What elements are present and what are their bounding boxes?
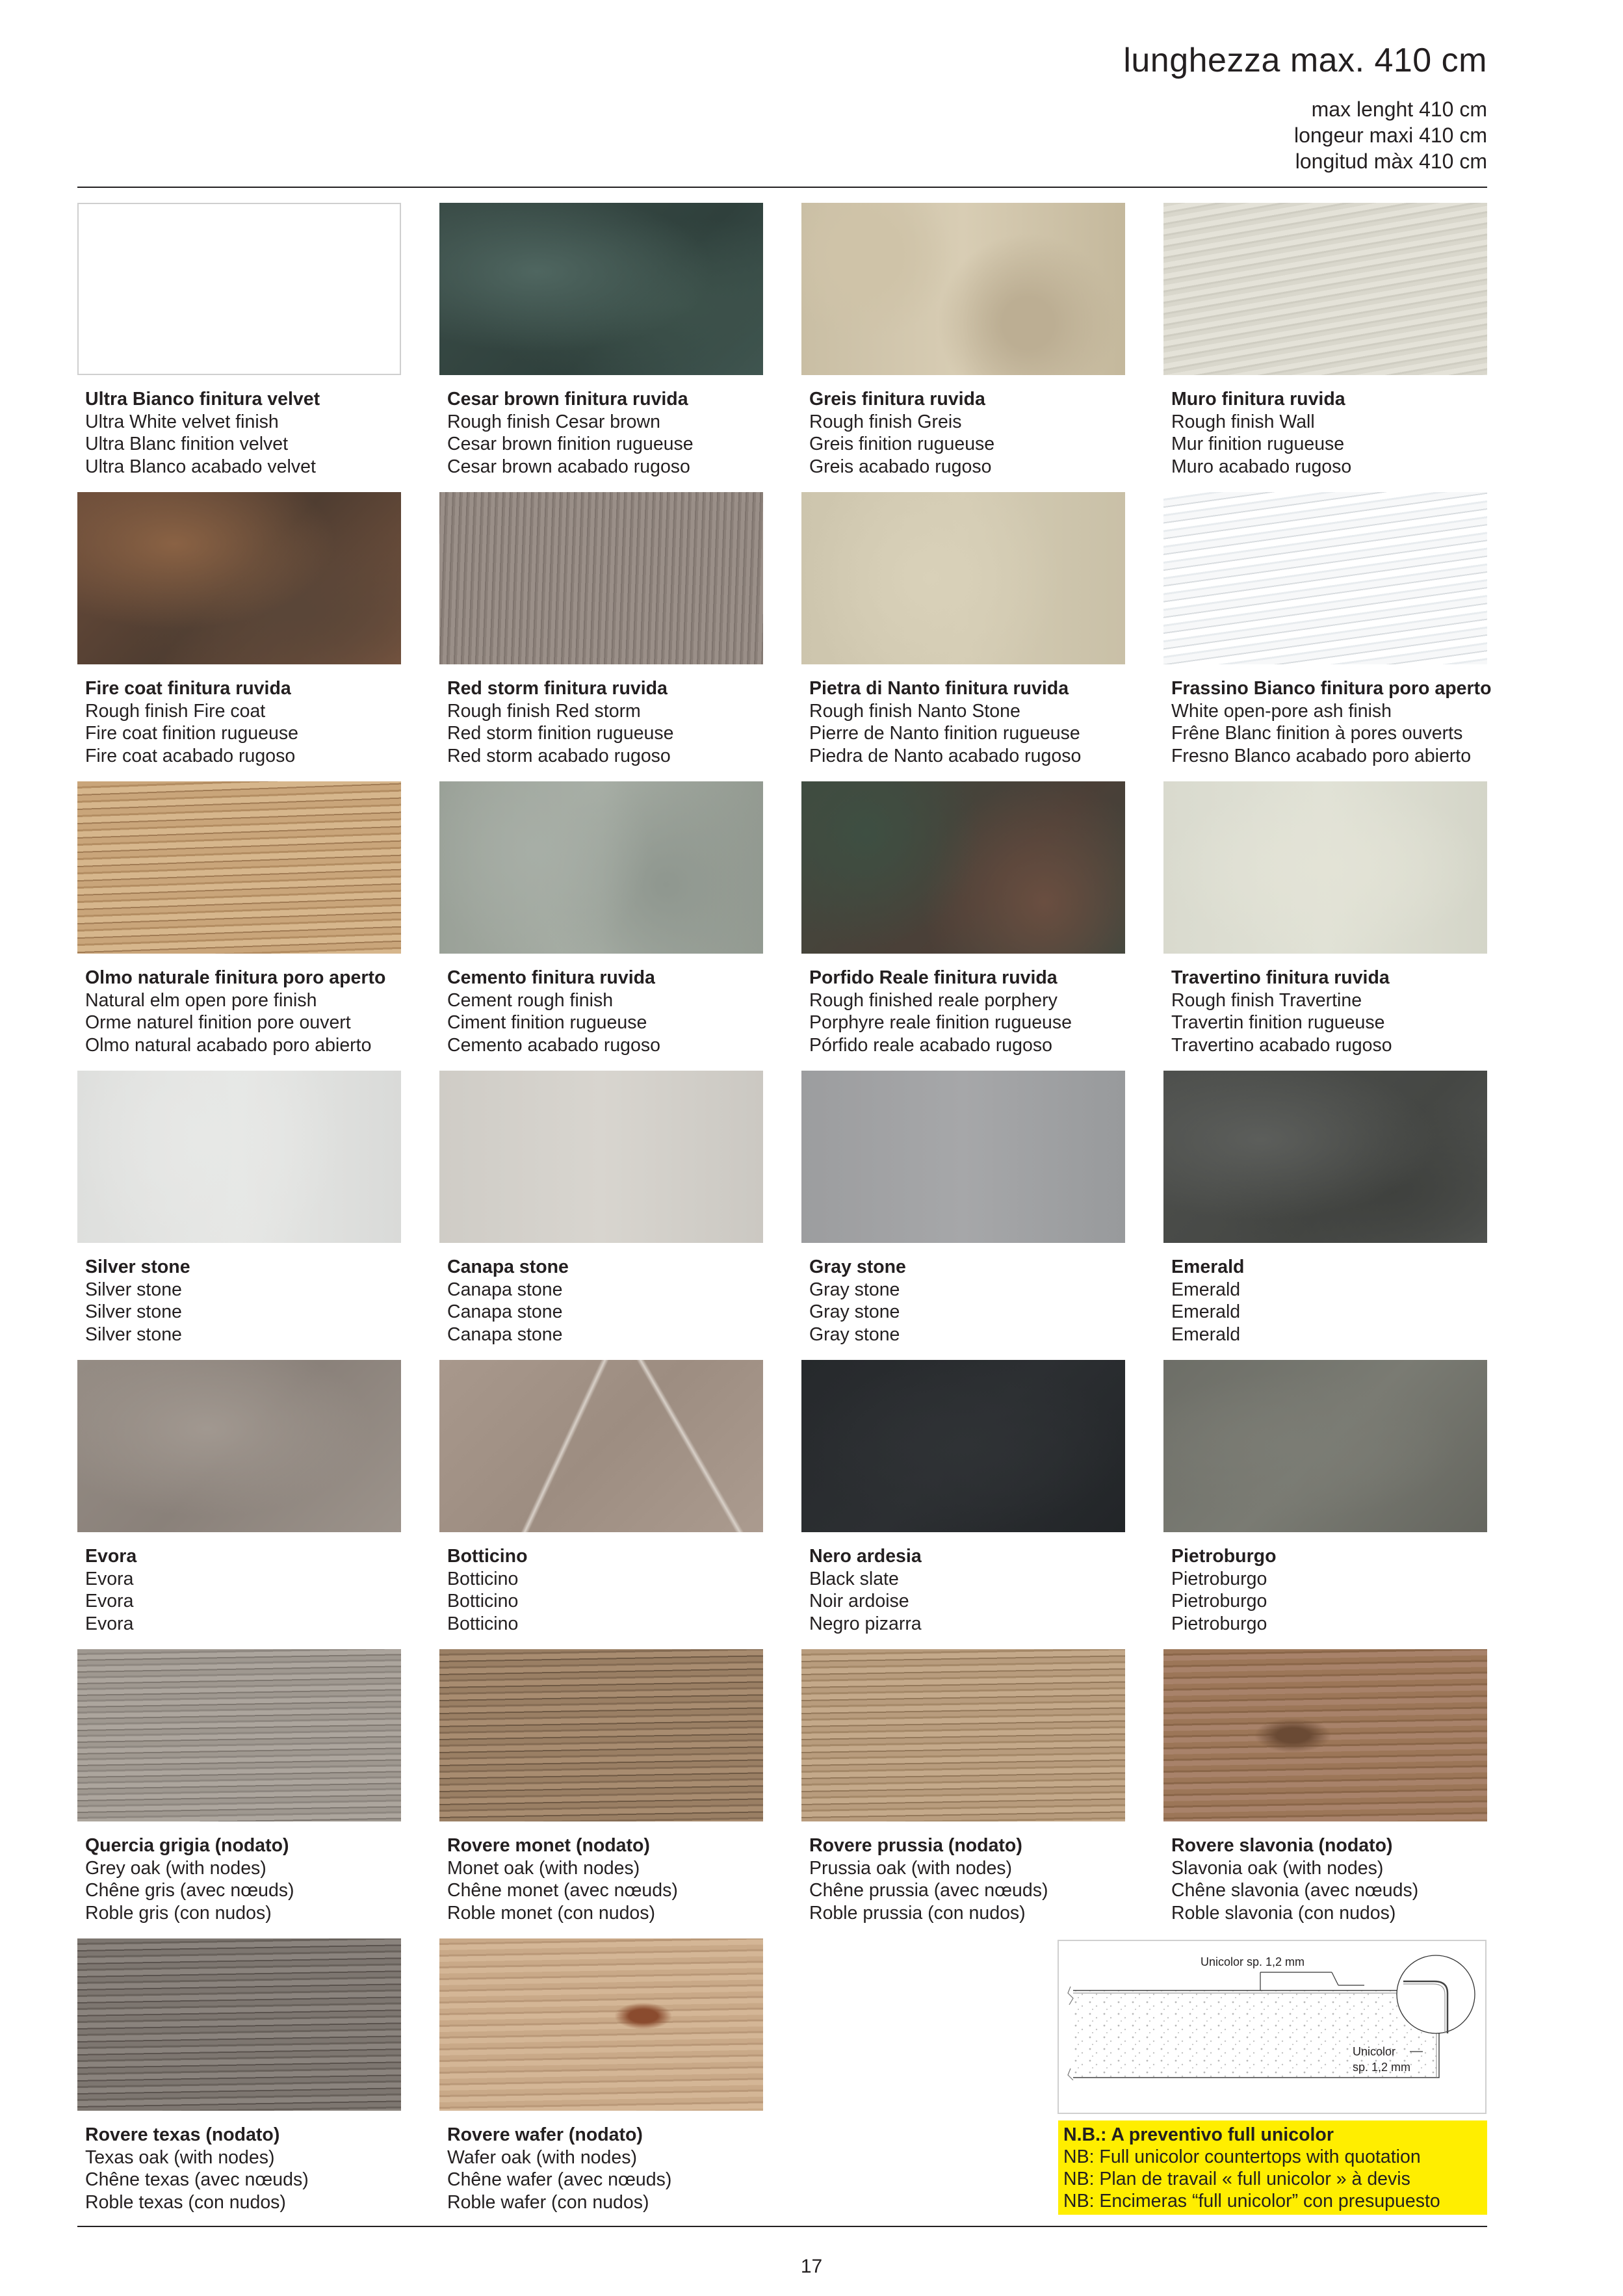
swatch-title: Pietroburgo xyxy=(1171,1546,1277,1567)
swatch-line: Pórfido reale acabado rugoso xyxy=(809,1034,1052,1056)
swatch-caption xyxy=(809,388,1147,478)
swatch-caption xyxy=(85,1545,423,1635)
swatch-line: Greis finition rugueuse xyxy=(809,434,995,454)
swatch-canapa-stone xyxy=(439,1071,763,1243)
swatch-line: Mur finition rugueuse xyxy=(1171,434,1345,454)
swatch-travertino xyxy=(1163,781,1487,954)
swatch-line: Pietroburgo xyxy=(1171,1591,1267,1611)
swatch-title: Red storm finitura ruvida xyxy=(447,678,668,699)
swatch-silver-stone xyxy=(77,1071,401,1243)
diagram-label-top: Unicolor sp. 1,2 mm xyxy=(1201,1955,1305,1968)
unicolor-note xyxy=(1058,2120,1487,2215)
diagram-label-side-1: Unicolor xyxy=(1353,2045,1396,2058)
swatch-porfido-reale xyxy=(801,781,1125,954)
swatch-caption xyxy=(809,1256,1147,1346)
swatch-cemento xyxy=(439,781,763,954)
swatch-line: Silver stone xyxy=(85,1301,182,1322)
page-title: lunghezza max. 410 cm xyxy=(1123,42,1487,79)
swatch-line: Silver stone xyxy=(85,1324,182,1345)
swatch-title: Rovere prussia (nodato) xyxy=(809,1835,1022,1856)
swatch-line: Noir ardoise xyxy=(809,1591,909,1611)
swatch-line: Chêne gris (avec nœuds) xyxy=(85,1880,294,1901)
swatch-title: Pietra di Nanto finitura ruvida xyxy=(809,678,1069,699)
swatch-caption xyxy=(1171,1256,1509,1346)
swatch-title: Rovere slavonia (nodato) xyxy=(1171,1835,1393,1856)
swatch-line: Piedra de Nanto acabado rugoso xyxy=(809,745,1082,766)
swatch-line: Orme naturel finition pore ouvert xyxy=(85,1012,351,1033)
swatch-caption xyxy=(447,967,785,1056)
swatch-line: Rough finish Wall xyxy=(1171,411,1315,432)
swatch-title: Rovere texas (nodato) xyxy=(85,2124,280,2145)
swatch-line: Natural elm open pore finish xyxy=(85,989,317,1011)
swatch-line: Grey oak (with nodes) xyxy=(85,1857,266,1879)
diagram-label-side-2: sp. 1,2 mm xyxy=(1353,2061,1411,2074)
swatch-title: Rovere monet (nodato) xyxy=(447,1835,650,1856)
swatch-caption xyxy=(447,1256,785,1346)
note-title: N.B.: A preventivo full unicolor xyxy=(1063,2124,1334,2145)
swatch-line: Porphyre reale finition rugueuse xyxy=(809,1012,1072,1033)
swatch-title: Rovere wafer (nodato) xyxy=(447,2124,643,2145)
swatch-line: Cement rough finish xyxy=(447,989,614,1011)
swatch-line: Botticino xyxy=(447,1613,519,1634)
swatch-line: Canapa stone xyxy=(447,1301,563,1322)
swatch-frassino-bianco xyxy=(1163,492,1487,664)
swatch-line: Chêne prussia (avec nœuds) xyxy=(809,1880,1048,1901)
swatch-caption xyxy=(809,1834,1147,1924)
swatch-title: Fire coat finitura ruvida xyxy=(85,678,291,699)
swatch-title: Muro finitura ruvida xyxy=(1171,389,1345,410)
swatch-line: Roble texas (con nudos) xyxy=(85,2191,286,2213)
swatch-line: Ciment finition rugueuse xyxy=(447,1012,647,1033)
swatch-caption xyxy=(809,967,1147,1056)
swatch-caption xyxy=(1171,677,1509,767)
swatch-title: Olmo naturale finitura poro aperto xyxy=(85,967,386,988)
swatch-line: Chêne wafer (avec nœuds) xyxy=(447,2169,672,2190)
swatch-quercia-grigia xyxy=(77,1649,401,1821)
swatch-line: Rough finish Red storm xyxy=(447,700,641,722)
swatch-caption xyxy=(85,1256,423,1346)
swatch-line: Negro pizarra xyxy=(809,1613,922,1634)
swatch-caption xyxy=(447,2124,785,2213)
swatch-line: Chêne texas (avec nœuds) xyxy=(85,2169,309,2190)
subtitle-es: longitud màx 410 cm xyxy=(1295,150,1487,173)
swatch-evora xyxy=(77,1360,401,1532)
page-header xyxy=(1123,38,1487,174)
swatch-line: White open-pore ash finish xyxy=(1171,700,1392,722)
swatch-line: Travertino acabado rugoso xyxy=(1171,1034,1392,1056)
swatch-pietra-di-nanto xyxy=(801,492,1125,664)
swatch-line: Olmo natural acabado poro abierto xyxy=(85,1034,372,1056)
swatch-line: Cemento acabado rugoso xyxy=(447,1034,660,1056)
top-divider xyxy=(77,187,1487,188)
swatch-line: Rough finish Travertine xyxy=(1171,989,1362,1011)
swatch-line: Evora xyxy=(85,1591,134,1611)
swatch-line: Pierre de Nanto finition rugueuse xyxy=(809,723,1080,744)
swatch-title: Cemento finitura ruvida xyxy=(447,967,655,988)
swatch-line: Pietroburgo xyxy=(1171,1613,1267,1634)
swatch-line: Cesar brown finition rugueuse xyxy=(447,434,694,454)
swatch-line: Emerald xyxy=(1171,1279,1241,1300)
swatch-title: Greis finitura ruvida xyxy=(809,389,985,410)
swatch-title: Ultra Bianco finitura velvet xyxy=(85,389,320,410)
bottom-divider xyxy=(77,2226,1487,2227)
swatch-greis xyxy=(801,203,1125,375)
swatch-line: Frêne Blanc finition à pores ouverts xyxy=(1171,723,1463,744)
swatch-nero-ardesia xyxy=(801,1360,1125,1532)
swatch-line: Chêne monet (avec nœuds) xyxy=(447,1880,678,1901)
swatch-caption xyxy=(85,388,423,478)
swatch-olmo-naturale xyxy=(77,781,401,954)
swatch-title: Cesar brown finitura ruvida xyxy=(447,389,688,410)
swatch-line: Cesar brown acabado rugoso xyxy=(447,456,690,477)
swatch-line: Monet oak (with nodes) xyxy=(447,1857,640,1879)
unicolor-edge-diagram xyxy=(1058,1940,1487,2114)
swatch-line: Red storm acabado rugoso xyxy=(447,745,671,766)
swatch-line: Roble prussia (con nudos) xyxy=(809,1902,1026,1924)
page-subtitles xyxy=(1123,96,1487,174)
swatch-title: Quercia grigia (nodato) xyxy=(85,1835,289,1856)
swatch-line: Red storm finition rugueuse xyxy=(447,723,674,744)
swatch-caption xyxy=(1171,388,1509,478)
swatch-line: Silver stone xyxy=(85,1279,182,1300)
swatch-line: Emerald xyxy=(1171,1301,1241,1322)
swatch-line: Travertin finition rugueuse xyxy=(1171,1012,1385,1033)
swatch-caption xyxy=(447,1545,785,1635)
swatch-line: Fire coat finition rugueuse xyxy=(85,723,298,744)
swatch-caption xyxy=(809,677,1147,767)
swatch-line: Rough finish Cesar brown xyxy=(447,411,660,432)
swatch-line: Roble wafer (con nudos) xyxy=(447,2191,649,2213)
swatch-rovere-wafer xyxy=(439,1938,763,2111)
swatch-caption xyxy=(85,967,423,1056)
swatch-title: Evora xyxy=(85,1546,137,1567)
swatch-line: Canapa stone xyxy=(447,1324,563,1345)
swatch-caption xyxy=(447,1834,785,1924)
swatch-title: Silver stone xyxy=(85,1257,190,1277)
swatch-line: Slavonia oak (with nodes) xyxy=(1171,1857,1384,1879)
swatch-title: Travertino finitura ruvida xyxy=(1171,967,1390,988)
swatch-cesar-brown xyxy=(439,203,763,375)
swatch-caption xyxy=(1171,1545,1509,1635)
swatch-line: Roble gris (con nudos) xyxy=(85,1902,272,1924)
swatch-line: Ultra Blanc finition velvet xyxy=(85,434,289,454)
note-line-en: NB: Full unicolor countertops with quotation xyxy=(1063,2146,1421,2167)
swatch-line: Gray stone xyxy=(809,1301,900,1322)
swatch-ultra-bianco xyxy=(77,203,401,375)
swatch-pietroburgo xyxy=(1163,1360,1487,1532)
page-number: 17 xyxy=(800,2256,823,2277)
note-line-fr: NB: Plan de travail « full unicolor » à devis xyxy=(1063,2169,1410,2189)
swatch-caption xyxy=(85,2124,423,2213)
swatch-line: Rough finished reale porphery xyxy=(809,989,1058,1011)
swatch-caption xyxy=(85,1834,423,1924)
note-line-es: NB: Encimeras “full unicolor” con presupuesto xyxy=(1063,2191,1440,2211)
swatch-rovere-slavonia xyxy=(1163,1649,1487,1821)
swatch-fire-coat xyxy=(77,492,401,664)
swatch-rovere-texas xyxy=(77,1938,401,2111)
swatch-line: Rough finish Fire coat xyxy=(85,700,266,722)
swatch-caption xyxy=(447,388,785,478)
swatch-line: Fresno Blanco acabado poro abierto xyxy=(1171,745,1472,766)
swatch-line: Roble monet (con nudos) xyxy=(447,1902,656,1924)
swatch-caption xyxy=(1171,1834,1509,1924)
swatch-title: Porfido Reale finitura ruvida xyxy=(809,967,1058,988)
swatch-caption xyxy=(447,677,785,767)
swatch-line: Rough finish Nanto Stone xyxy=(809,700,1020,722)
swatch-line: Texas oak (with nodes) xyxy=(85,2146,275,2168)
swatch-line: Roble slavonia (con nudos) xyxy=(1171,1902,1396,1924)
swatch-line: Rough finish Greis xyxy=(809,411,962,432)
swatch-line: Emerald xyxy=(1171,1324,1241,1345)
swatch-line: Muro acabado rugoso xyxy=(1171,456,1352,477)
swatch-rovere-prussia xyxy=(801,1649,1125,1821)
swatch-line: Fire coat acabado rugoso xyxy=(85,745,296,766)
swatch-title: Frassino Bianco finitura poro aperto xyxy=(1171,678,1492,699)
subtitle-fr: longeur maxi 410 cm xyxy=(1293,124,1487,147)
swatch-red-storm xyxy=(439,492,763,664)
swatch-line: Evora xyxy=(85,1613,134,1634)
swatch-line: Greis acabado rugoso xyxy=(809,456,992,477)
swatch-line: Prussia oak (with nodes) xyxy=(809,1857,1013,1879)
swatch-gray-stone xyxy=(801,1071,1125,1243)
swatch-line: Ultra Blanco acabado velvet xyxy=(85,456,316,477)
swatch-botticino xyxy=(439,1360,763,1532)
swatch-line: Canapa stone xyxy=(447,1279,563,1300)
swatch-title: Botticino xyxy=(447,1546,528,1567)
swatch-line: Pietroburgo xyxy=(1171,1568,1267,1589)
swatch-line: Gray stone xyxy=(809,1324,900,1345)
swatch-rovere-monet xyxy=(439,1649,763,1821)
swatch-line: Wafer oak (with nodes) xyxy=(447,2146,637,2168)
swatch-caption xyxy=(85,677,423,767)
swatch-caption xyxy=(1171,967,1509,1056)
swatch-line: Black slate xyxy=(809,1568,899,1589)
swatch-line: Ultra White velvet finish xyxy=(85,411,279,432)
swatch-title: Canapa stone xyxy=(447,1257,569,1277)
swatch-title: Nero ardesia xyxy=(809,1546,922,1567)
swatch-line: Botticino xyxy=(447,1568,519,1589)
swatch-title: Gray stone xyxy=(809,1257,906,1277)
swatch-line: Evora xyxy=(85,1568,134,1589)
swatch-emerald xyxy=(1163,1071,1487,1243)
subtitle-en: max lenght 410 cm xyxy=(1311,98,1487,121)
swatch-title: Emerald xyxy=(1171,1257,1245,1277)
swatch-muro xyxy=(1163,203,1487,375)
swatch-line: Gray stone xyxy=(809,1279,900,1300)
swatch-line: Chêne slavonia (avec nœuds) xyxy=(1171,1880,1419,1901)
swatch-line: Botticino xyxy=(447,1591,519,1611)
swatch-caption xyxy=(809,1545,1147,1635)
